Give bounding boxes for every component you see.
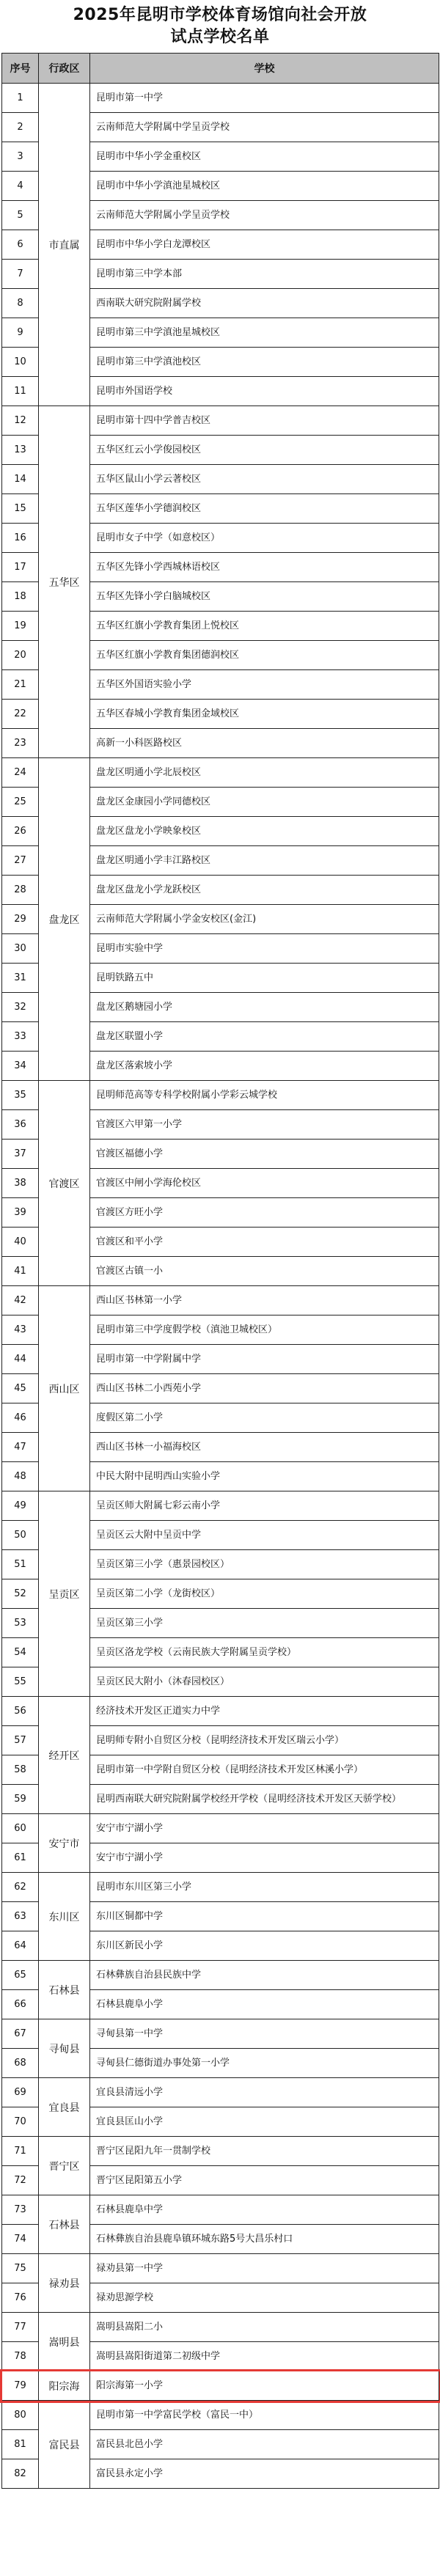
district-cell: 富民县	[39, 2401, 90, 2489]
school-name: 晋宁区昆阳九年一贯制学校	[90, 2137, 439, 2166]
row-index: 15	[2, 494, 39, 524]
row-index: 24	[2, 758, 39, 788]
school-name: 昆明市东川区第三小学	[90, 1873, 439, 1902]
school-name: 宜良县清远小学	[90, 2078, 439, 2107]
school-name: 宜良县匡山小学	[90, 2107, 439, 2137]
district-cell: 安宁市	[39, 1814, 90, 1873]
school-name: 东川区铜都中学	[90, 1902, 439, 1931]
row-index: 68	[2, 2049, 39, 2078]
row-index: 56	[2, 1697, 39, 1726]
row-index: 76	[2, 2283, 39, 2313]
table-row	[2, 1286, 439, 1315]
row-index: 12	[2, 406, 39, 436]
row-index: 9	[2, 318, 39, 348]
table-row	[2, 2195, 439, 2225]
school-name: 盘龙区明通小学丰江路校区	[90, 846, 439, 876]
school-name: 盘龙区鹅塘园小学	[90, 993, 439, 1022]
row-index: 73	[2, 2195, 39, 2225]
school-name: 呈贡区师大附属七彩云南小学	[90, 1491, 439, 1521]
school-name: 官渡区福德小学	[90, 1140, 439, 1169]
title-line-2: 试点学校名单	[170, 28, 270, 46]
row-index: 36	[2, 1110, 39, 1140]
row-index: 13	[2, 436, 39, 465]
row-index: 7	[2, 260, 39, 289]
school-name: 昆明市第三中学滇池校区	[90, 348, 439, 377]
row-index: 26	[2, 817, 39, 846]
row-index: 1	[2, 84, 39, 113]
row-index: 44	[2, 1345, 39, 1374]
row-index: 30	[2, 934, 39, 964]
table-row	[2, 2371, 439, 2401]
school-name: 呈贡区第三小学	[90, 1609, 439, 1638]
school-name: 盘龙区盘龙小学映象校区	[90, 817, 439, 846]
row-index: 71	[2, 2137, 39, 2166]
school-name: 昆明市中华小学金重校区	[90, 142, 439, 172]
school-name: 云南师范大学附属中学呈贡学校	[90, 113, 439, 142]
row-index: 50	[2, 1521, 39, 1550]
row-index: 6	[2, 230, 39, 260]
row-index: 75	[2, 2254, 39, 2283]
school-name: 嵩明县嵩阳二小	[90, 2313, 439, 2342]
school-name: 禄劝思源学校	[90, 2283, 439, 2313]
school-name: 安宁市宁湖小学	[90, 1843, 439, 1873]
row-index: 66	[2, 1990, 39, 2019]
school-name: 五华区先锋小学西城林语校区	[90, 553, 439, 582]
row-index: 70	[2, 2107, 39, 2137]
row-index: 53	[2, 1609, 39, 1638]
district-cell: 呈贡区	[39, 1491, 90, 1697]
school-name: 呈贡区民大附小（沐春园校区）	[90, 1667, 439, 1697]
school-name: 昆明铁路五中	[90, 964, 439, 993]
row-index: 10	[2, 348, 39, 377]
page-title	[0, 0, 440, 53]
school-name: 昆明市中华小学滇池星城校区	[90, 172, 439, 201]
row-index: 31	[2, 964, 39, 993]
school-name: 昆明市第一中学富民学校（富民一中）	[90, 2401, 439, 2430]
table-row	[2, 1081, 439, 1110]
row-index: 61	[2, 1843, 39, 1873]
row-index: 23	[2, 729, 39, 758]
school-name: 呈贡区第三小学（惠景园校区）	[90, 1550, 439, 1579]
row-index: 32	[2, 993, 39, 1022]
school-name: 官渡区中闸小学海伦校区	[90, 1169, 439, 1198]
district-cell: 阳宗海	[39, 2371, 90, 2401]
row-index: 51	[2, 1550, 39, 1579]
table-row	[2, 1491, 439, 1521]
row-index: 63	[2, 1902, 39, 1931]
district-cell: 嵩明县	[39, 2313, 90, 2371]
school-name: 五华区外国语实验小学	[90, 670, 439, 700]
row-index: 52	[2, 1579, 39, 1609]
row-index: 20	[2, 641, 39, 670]
row-index: 3	[2, 142, 39, 172]
row-index: 4	[2, 172, 39, 201]
school-table	[1, 53, 439, 2489]
school-name: 石林彝族自治县鹿阜镇环城东路5号大昌乐村口	[90, 2225, 439, 2254]
row-index: 54	[2, 1638, 39, 1667]
row-index: 77	[2, 2313, 39, 2342]
row-index: 64	[2, 1931, 39, 1961]
school-name: 昆明西南联大研究院附属学校经开学校（昆明经济技术开发区天骄学校）	[90, 1785, 439, 1814]
row-index: 47	[2, 1433, 39, 1462]
school-name: 官渡区古镇一小	[90, 1257, 439, 1286]
row-index: 80	[2, 2401, 39, 2430]
school-name: 昆明市第一中学附自贸区分校（昆明经济技术开发区林溪小学）	[90, 1755, 439, 1785]
school-name: 石林县鹿阜中学	[90, 2195, 439, 2225]
school-name: 高新一小科医路校区	[90, 729, 439, 758]
school-name: 盘龙区落索坡小学	[90, 1052, 439, 1081]
school-name: 西南联大研究院附属学校	[90, 289, 439, 318]
school-name: 富民县北邑小学	[90, 2430, 439, 2459]
school-name: 晋宁区昆阳第五小学	[90, 2166, 439, 2195]
school-name: 东川区新民小学	[90, 1931, 439, 1961]
school-name: 五华区莲华小学德润校区	[90, 494, 439, 524]
school-name: 盘龙区明通小学北辰校区	[90, 758, 439, 788]
school-name: 西山区书林二小西苑小学	[90, 1374, 439, 1403]
row-index: 59	[2, 1785, 39, 1814]
school-name: 昆明市第一中学	[90, 84, 439, 113]
school-name: 石林彝族自治县民族中学	[90, 1961, 439, 1990]
row-index: 38	[2, 1169, 39, 1198]
table-row	[2, 2401, 439, 2430]
row-index: 46	[2, 1403, 39, 1433]
table-row	[2, 758, 439, 788]
row-index: 34	[2, 1052, 39, 1081]
school-name: 昆明市女子中学（如意校区）	[90, 524, 439, 553]
table-row	[2, 84, 439, 113]
table-row	[2, 2137, 439, 2166]
header-district: 行政区	[39, 54, 90, 84]
school-name: 五华区红云小学俊园校区	[90, 436, 439, 465]
row-index: 17	[2, 553, 39, 582]
school-name: 昆明市第三中学度假学校（滇池卫城校区）	[90, 1315, 439, 1345]
school-name: 盘龙区联盟小学	[90, 1022, 439, 1052]
district-cell: 石林县	[39, 1961, 90, 2019]
school-name: 五华区红旗小学教育集团上悦校区	[90, 612, 439, 641]
school-name: 阳宗海第一小学	[90, 2371, 439, 2401]
row-index: 39	[2, 1198, 39, 1228]
row-index: 45	[2, 1374, 39, 1403]
school-name: 昆明市第三中学滇池星城校区	[90, 318, 439, 348]
row-index: 49	[2, 1491, 39, 1521]
school-name: 昆明师范高等专科学校附属小学彩云城学校	[90, 1081, 439, 1110]
district-cell: 禄劝县	[39, 2254, 90, 2313]
school-name: 五华区鼠山小学云著校区	[90, 465, 439, 494]
school-name: 云南师范大学附属小学呈贡学校	[90, 201, 439, 230]
row-index: 60	[2, 1814, 39, 1843]
school-name: 官渡区和平小学	[90, 1228, 439, 1257]
table-row	[2, 2019, 439, 2049]
district-cell: 盘龙区	[39, 758, 90, 1081]
school-name: 安宁市宁湖小学	[90, 1814, 439, 1843]
school-name: 盘龙区盘龙小学龙跃校区	[90, 876, 439, 905]
school-name: 呈贡区洛龙学校（云南民族大学附属呈贡学校）	[90, 1638, 439, 1667]
table-header-row	[2, 54, 439, 84]
school-name: 昆明市第三中学本部	[90, 260, 439, 289]
row-index: 27	[2, 846, 39, 876]
school-name: 寻甸县第一中学	[90, 2019, 439, 2049]
table-row	[2, 1697, 439, 1726]
district-cell: 经开区	[39, 1697, 90, 1814]
row-index: 5	[2, 201, 39, 230]
school-name: 昆明师专附小自贸区分校（昆明经济技术开发区瑞云小学）	[90, 1726, 439, 1755]
school-name: 昆明市外国语学校	[90, 377, 439, 406]
row-index: 14	[2, 465, 39, 494]
district-cell: 西山区	[39, 1286, 90, 1491]
table-row	[2, 406, 439, 436]
row-index: 11	[2, 377, 39, 406]
row-index: 62	[2, 1873, 39, 1902]
row-index: 82	[2, 2459, 39, 2489]
school-name: 度假区第二小学	[90, 1403, 439, 1433]
school-name: 西山区书林第一小学	[90, 1286, 439, 1315]
row-index: 25	[2, 788, 39, 817]
district-cell: 官渡区	[39, 1081, 90, 1286]
school-name: 官渡区方旺小学	[90, 1198, 439, 1228]
school-name: 五华区先锋小学白脑城校区	[90, 582, 439, 612]
row-index: 69	[2, 2078, 39, 2107]
row-index: 43	[2, 1315, 39, 1345]
school-name: 昆明市第十四中学普吉校区	[90, 406, 439, 436]
district-cell: 东川区	[39, 1873, 90, 1961]
district-cell: 五华区	[39, 406, 90, 758]
school-name: 五华区春城小学教育集团金域校区	[90, 700, 439, 729]
school-name: 经济技术开发区正道实力中学	[90, 1697, 439, 1726]
district-cell: 晋宁区	[39, 2137, 90, 2195]
school-name: 官渡区六甲第一小学	[90, 1110, 439, 1140]
row-index: 78	[2, 2342, 39, 2371]
school-name: 石林县鹿阜小学	[90, 1990, 439, 2019]
row-index: 40	[2, 1228, 39, 1257]
school-name: 云南师范大学附属小学金安校区(金江)	[90, 905, 439, 934]
row-index: 72	[2, 2166, 39, 2195]
row-index: 28	[2, 876, 39, 905]
row-index: 74	[2, 2225, 39, 2254]
school-name: 寻甸县仁德街道办事处第一小学	[90, 2049, 439, 2078]
school-name: 中民大附中昆明西山实验小学	[90, 1462, 439, 1491]
table-row	[2, 1961, 439, 1990]
school-name: 富民县永定小学	[90, 2459, 439, 2489]
row-index: 79	[2, 2371, 39, 2401]
school-name: 西山区书林一小福海校区	[90, 1433, 439, 1462]
school-name: 盘龙区金康园小学同德校区	[90, 788, 439, 817]
row-index: 57	[2, 1726, 39, 1755]
school-name: 昆明市中华小学白龙潭校区	[90, 230, 439, 260]
district-cell: 宜良县	[39, 2078, 90, 2137]
table-row	[2, 2078, 439, 2107]
school-name: 昆明市实验中学	[90, 934, 439, 964]
row-index: 37	[2, 1140, 39, 1169]
table-row	[2, 2254, 439, 2283]
school-name: 五华区红旗小学教育集团德润校区	[90, 641, 439, 670]
table-row	[2, 1873, 439, 1902]
table-body	[2, 84, 439, 2489]
row-index: 65	[2, 1961, 39, 1990]
school-name: 禄劝县第一中学	[90, 2254, 439, 2283]
table-row	[2, 1814, 439, 1843]
district-cell: 石林县	[39, 2195, 90, 2254]
row-index: 22	[2, 700, 39, 729]
row-index: 16	[2, 524, 39, 553]
school-name: 呈贡区云大附中呈贡中学	[90, 1521, 439, 1550]
row-index: 41	[2, 1257, 39, 1286]
row-index: 42	[2, 1286, 39, 1315]
row-index: 2	[2, 113, 39, 142]
row-index: 21	[2, 670, 39, 700]
row-index: 33	[2, 1022, 39, 1052]
district-cell: 寻甸县	[39, 2019, 90, 2078]
row-index: 19	[2, 612, 39, 641]
row-index: 18	[2, 582, 39, 612]
school-name: 嵩明县嵩阳街道第二初级中学	[90, 2342, 439, 2371]
title-line-1: 2025年昆明市学校体育场馆向社会开放	[73, 6, 367, 24]
row-index: 48	[2, 1462, 39, 1491]
school-name: 昆明市第一中学附属中学	[90, 1345, 439, 1374]
row-index: 8	[2, 289, 39, 318]
row-index: 35	[2, 1081, 39, 1110]
row-index: 55	[2, 1667, 39, 1697]
row-index: 58	[2, 1755, 39, 1785]
row-index: 29	[2, 905, 39, 934]
school-name: 呈贡区第二小学（龙街校区）	[90, 1579, 439, 1609]
table-row	[2, 2313, 439, 2342]
row-index: 67	[2, 2019, 39, 2049]
header-index: 序号	[2, 54, 39, 84]
header-school: 学校	[90, 54, 439, 84]
district-cell: 市直属	[39, 84, 90, 406]
row-index: 81	[2, 2430, 39, 2459]
